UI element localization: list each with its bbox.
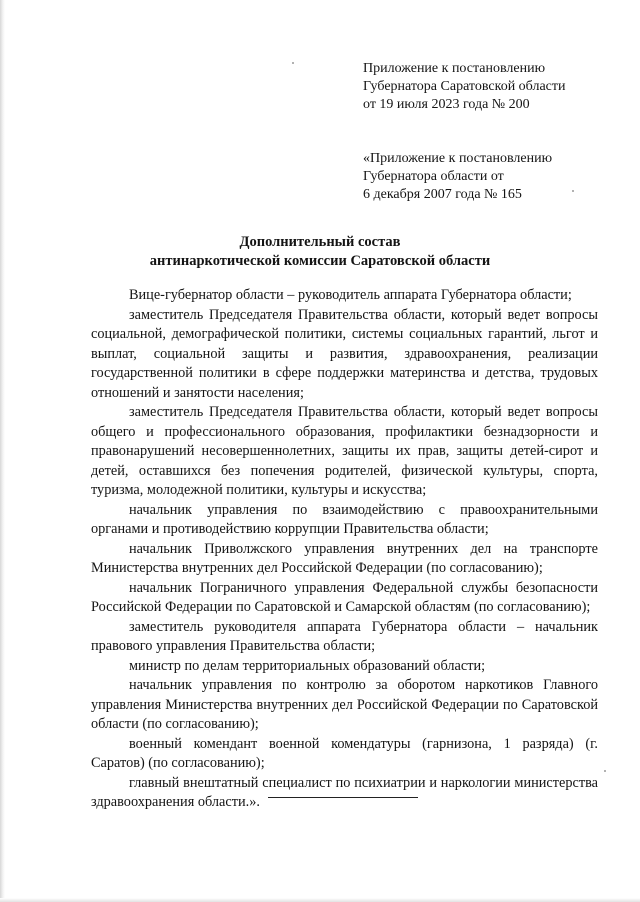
member-item: военный комендант военной комендатуры (гарнизона, 1 разряда) (г. Саратов) (по согласованию); — [91, 735, 598, 771]
member-item: начальник управления по взаимодействию с правоохранительными органами и противодействию коррупции Правительства области; — [91, 501, 598, 537]
member-item: Вице-губернатор области – руководитель аппарата Губернатора области; — [129, 287, 572, 303]
scan-edge-bottom — [0, 898, 640, 902]
member-item: министр по делам территориальных образований области; — [129, 657, 486, 674]
original-appendix-line: 6 декабря 2007 года № 165 — [363, 187, 522, 202]
document-title — [0, 233, 640, 271]
original-appendix-line: Губернатора области от — [363, 169, 504, 184]
scan-speck — [292, 62, 294, 64]
member-item: главный внештатный специалист по психиатрии и наркологии министерства здравоохранения области.». — [91, 774, 598, 810]
member-item: заместитель руководителя аппарата Губернатора области – начальник правового управления Правительства области; — [91, 618, 598, 654]
original-appendix-reference — [363, 150, 623, 204]
member-item: начальник Пограничного управления Федеральной службы безопасности Российской Федерации по Саратовской и Самарской областям (по согласованию); — [91, 579, 598, 615]
title-line-1: Дополнительный состав — [239, 234, 401, 250]
member-item: заместитель Председателя Правительства области, который ведет вопросы общего и профессионального образования, профилактики безнадзорности и правонарушений несовершеннолетних, защиты их прав, защиты детей-сирот и детей, оставшихся без попечения родителей, физической культуры, спорта, туризма, молодежной политики, культуры и искусства; — [91, 404, 598, 498]
appendix-reference — [363, 60, 623, 114]
member-item: начальник управления по контролю за оборотом наркотиков Главного управления Министерства внутренних дел Российской Федерации по Саратовской области (по согласованию); — [91, 677, 598, 732]
member-item: начальник Приволжского управления внутренних дел на транспорте Министерства внутренних дел Российской Федерации (по согласованию); — [91, 540, 598, 576]
members-list — [91, 286, 598, 813]
appendix-line: от 19 июля 2023 года № 200 — [363, 97, 530, 112]
scan-speck — [604, 770, 606, 772]
appendix-line: Губернатора Саратовской области — [363, 79, 566, 94]
scan-edge-left — [0, 0, 5, 902]
member-item: заместитель Председателя Правительства области, который ведет вопросы социальной, демографической политики, системы социальных гарантий, льгот и выплат, социальной защиты и развития, здравоохранения, реализации государственной политики в сфере поддержки материнства и детства, трудовых отношений и занятости населения; — [91, 306, 598, 401]
original-appendix-line: «Приложение к постановлению — [363, 151, 553, 166]
title-line-2: антинаркотической комиссии Саратовской области — [149, 253, 491, 269]
closing-rule — [268, 797, 418, 798]
appendix-line: Приложение к постановлению — [363, 61, 546, 76]
